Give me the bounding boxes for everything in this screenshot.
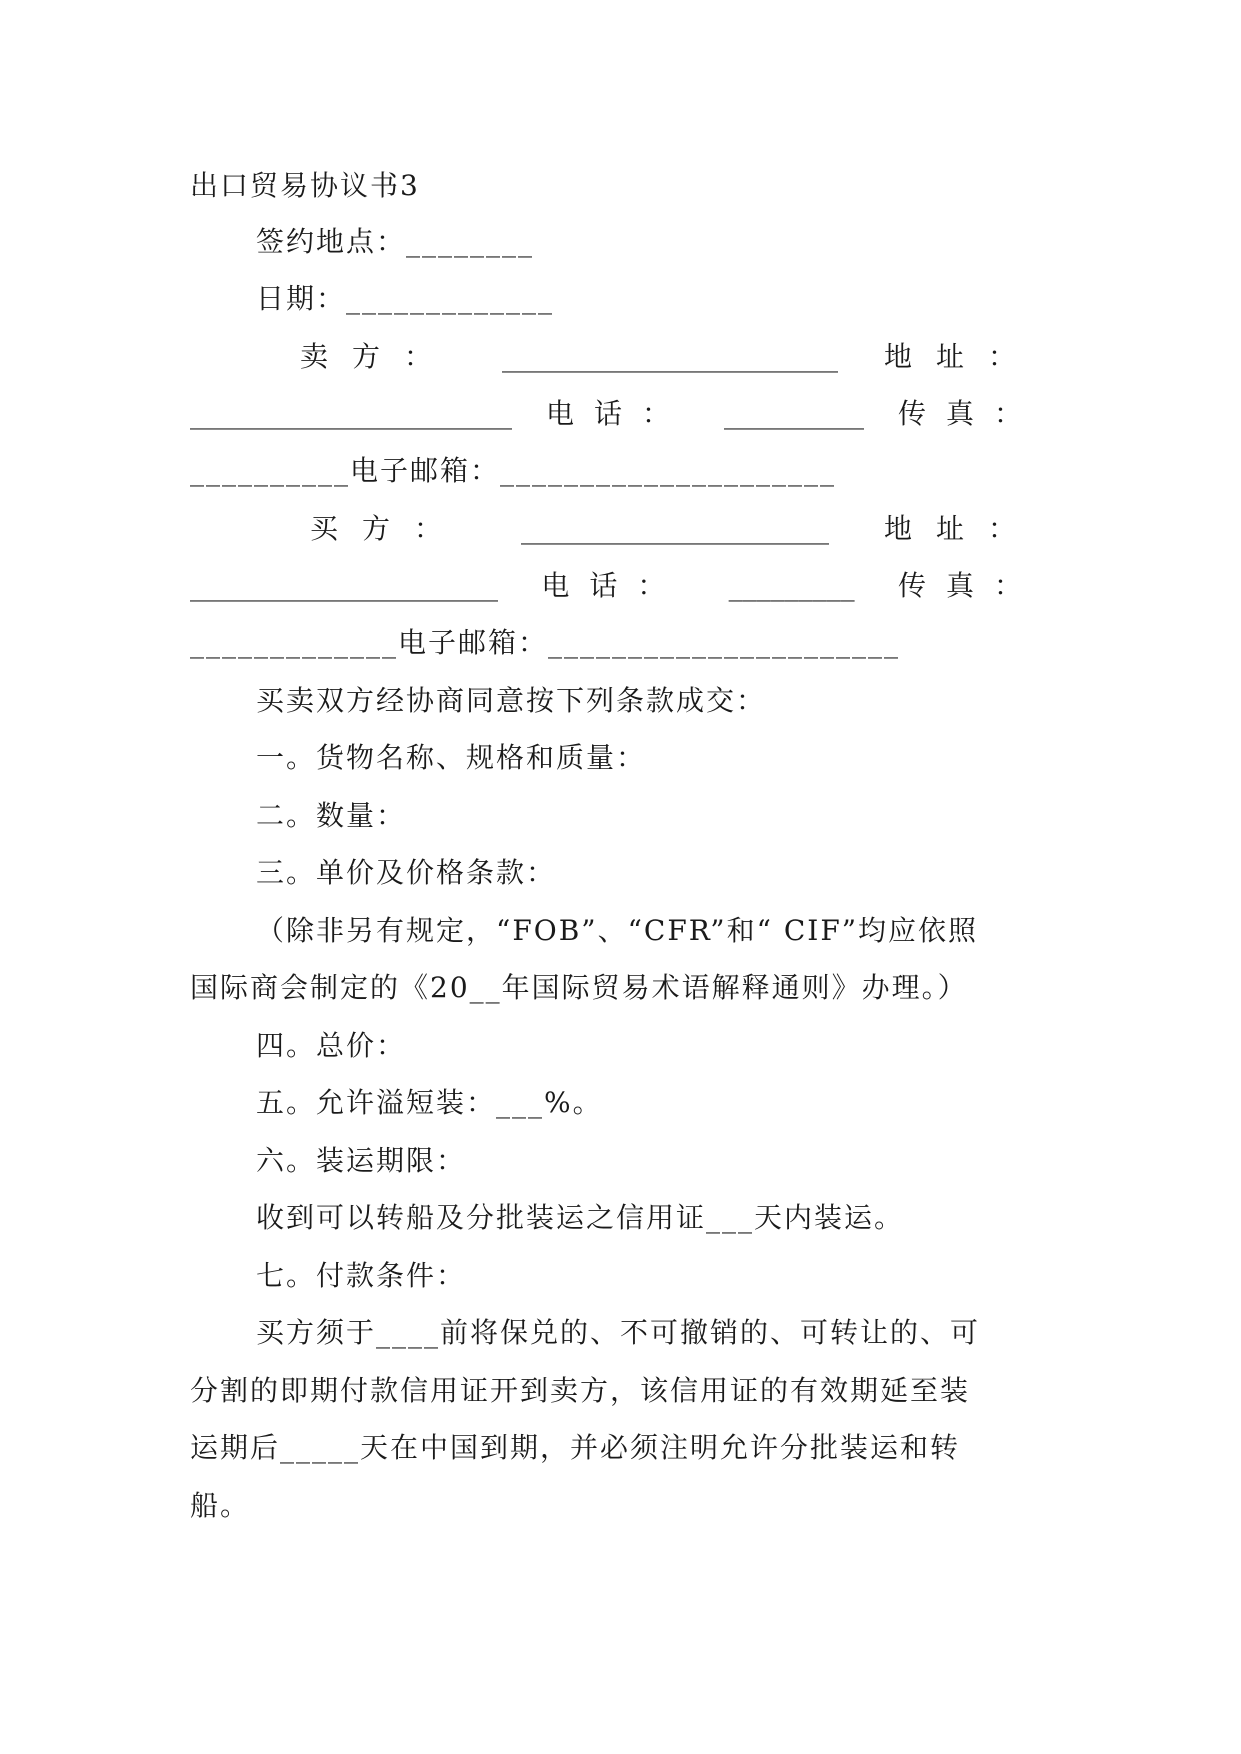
buyer-line-2 [190, 568, 1042, 604]
signing-place-line: 签约地点：________ [256, 225, 535, 258]
intro-paragraph: 买卖双方经协商同意按下列条款成交： [256, 684, 767, 717]
seller-address-blank: _______________________ [190, 397, 512, 430]
clause-1-heading: 一。货物名称、规格和质量： [256, 741, 647, 774]
buyer-line-1 [310, 511, 1040, 547]
document-title: 出口贸易协议书3 [190, 169, 420, 202]
clause-5-heading: 五。允许溢短装：___%。 [256, 1086, 603, 1119]
clause-7-text-line-3: 运期后_____天在中国到期，并必须注明允许分批装运和转 [190, 1431, 961, 1464]
seller-blank: ________________________ [502, 340, 838, 373]
seller-line-1 [300, 339, 1040, 375]
seller-phone-label: 电话： [545, 397, 690, 430]
clause-6-heading: 六。装运期限： [256, 1144, 467, 1177]
clause-6-text: 收到可以转船及分批装运之信用证___天内装运。 [256, 1201, 905, 1234]
seller-fax-label: 传真： [897, 397, 1042, 430]
buyer-phone-label: 电话： [541, 569, 686, 602]
seller-address-label: 地址： [883, 340, 1040, 373]
buyer-blank: ______________________ [521, 512, 829, 545]
buyer-label: 买方： [310, 512, 467, 545]
seller-email-line: __________电子邮箱：_____________________ [190, 454, 837, 487]
clause-3-note-line-1: （除非另有规定，“FOB”、“CFR”和“ CIF”均应依照 [256, 914, 979, 947]
clause-2-heading: 二。数量： [256, 799, 407, 832]
clause-7-text-line-4: 船。 [190, 1489, 251, 1522]
seller-phone-blank: __________ [723, 397, 864, 430]
date-line: 日期：_____________ [256, 282, 555, 315]
buyer-email-line: _____________电子邮箱：______________________ [190, 626, 901, 659]
clause-7-heading: 七。付款条件： [256, 1259, 467, 1292]
seller-label: 卖方： [300, 340, 457, 373]
buyer-address-blank: ______________________ [190, 569, 498, 602]
clause-4-heading: 四。总价： [256, 1029, 407, 1062]
buyer-phone-blank: _________ [728, 569, 855, 602]
buyer-fax-label: 传真： [897, 569, 1042, 602]
clause-3-heading: 三。单价及价格条款： [256, 856, 557, 889]
buyer-address-label: 地址： [883, 512, 1040, 545]
clause-7-text-line-2: 分割的即期付款信用证开到卖方，该信用证的有效期延至装 [190, 1374, 971, 1407]
seller-line-2 [190, 396, 1042, 432]
clause-7-text-line-1: 买方须于____前将保兑的、不可撤销的、可转让的、可 [256, 1316, 981, 1349]
clause-3-note-line-2: 国际商会制定的《20__年国际贸易术语解释通则》办理。） [190, 971, 968, 1004]
